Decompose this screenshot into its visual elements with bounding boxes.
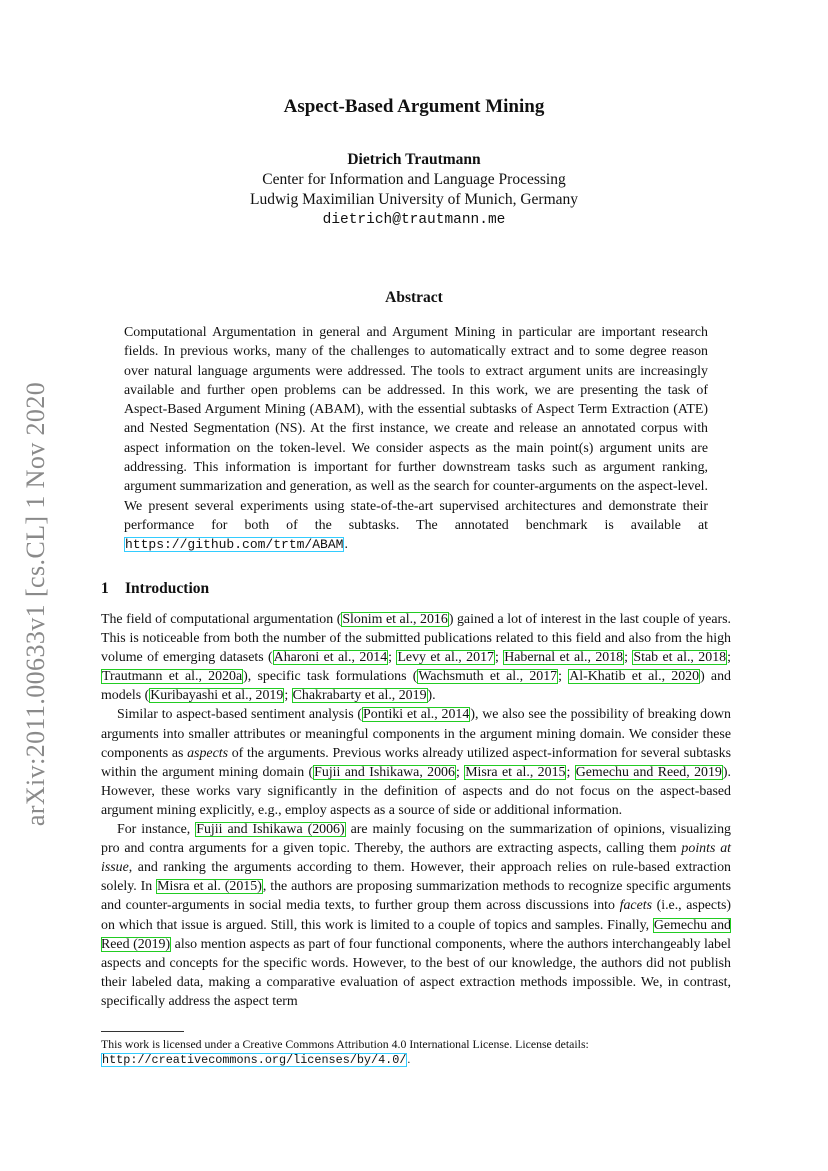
author-name: Dietrich Trautmann [347,151,481,168]
citation-link[interactable]: Kuribayashi et al., 2019 [150,688,284,704]
citation-link[interactable]: Slonim et al., 2016 [342,612,448,627]
emphasis: aspects [187,745,229,761]
author-block [0,150,828,230]
citation-link[interactable]: Fujii and Ishikawa (2006) [196,822,345,838]
citation-link[interactable]: Trautmann et al., 2020a [102,669,243,685]
paragraph-2 [101,705,731,820]
citation-link[interactable]: Misra et al., 2015 [465,764,566,780]
license-link[interactable]: http://creativecommons.org/licenses/by/4.0/ [102,1053,407,1067]
arxiv-identifier: arXiv:2011.00633v1 [cs.CL] 1 Nov 2020 [21,381,51,827]
text: , the authors are proposing summarization methods to recognize specific arguments and counter-arguments in social media texts, to further group them across discussions into [101,879,731,914]
text: ; [494,650,504,666]
footnote-text: This work is licensed under a Creative Commons Attribution 4.0 International License. License details: [101,1037,589,1051]
citation-link[interactable]: Al-Khatib et al., 2020 [569,669,700,685]
citation-link[interactable]: Chakrabarty et al., 2019 [292,688,427,704]
text: ). However, these works vary significantly in the definition of aspects and do not focus on the aspect-based argument mining explicitly, e.g., employ aspects as a source of side or additional information. [101,764,731,818]
abstract-text [124,323,708,555]
emphasis: points at issue [101,841,731,876]
abstract-heading: Abstract [385,289,443,306]
text: ; [455,764,465,780]
footnote-rule [101,1031,184,1032]
text: ) gained a lot of interest in the last couple of years. This is noticeable from both the number of the submitted publications related to this field and also from the high volume of emerging datasets ( [101,612,731,666]
section-heading [101,580,209,598]
abstract-github-link[interactable]: https://github.com/trtm/ABAM [125,537,344,553]
citation-link[interactable]: Fujii and Ishikawa, 2006 [314,764,455,780]
text: ), specific task formulations ( [243,669,418,685]
text: ; [624,650,633,666]
text: , and ranking the arguments according to them. However, their approach relies on rule-based extraction solely. In [101,860,731,895]
text: (i.e., aspects) on which that issue is argued. Still, this work is limited to a couple of topics and samples. Finally, [101,898,731,933]
citation-link[interactable]: Misra et al. (2015) [157,879,262,895]
footnote [101,1037,731,1068]
text: ; [558,669,569,685]
arxiv-sidebar [14,365,58,843]
text: ; [727,650,731,666]
citation-link[interactable]: Gemechu and Reed, 2019 [575,764,722,780]
author-email: dietrich@trautmann.me [322,212,506,228]
text: For instance, [117,822,196,838]
text: ; [566,764,575,780]
citation-link[interactable]: Pontiki et al., 2014 [363,707,470,723]
text: are mainly focusing on the summarization of opinions, visualizing pro and contra arguments for a given topic. Thereby, the authors are extracting aspects, calling them [101,822,732,857]
citation-link[interactable]: Gemechu and Reed (2019) [101,917,731,952]
text: ; [388,650,397,666]
paragraph-3 [101,820,731,1011]
section-body [101,610,731,1011]
text: also mention aspects as part of four functional components, where the authors interchangeably label aspects and concepts for the specific words. However, to the best of our knowledge, the authors did not publish their labeled data, making a comparative evaluation of aspect extraction methods impossible. We, in contrast, specifically address the aspect term [101,936,732,1009]
emphasis: facets [619,898,652,914]
affiliation-line-2: Ludwig Maximilian University of Munich, Germany [249,191,579,208]
section-number: 1 [101,580,109,597]
text: ). [427,688,436,704]
text: ) and models ( [101,669,731,704]
text: Similar to aspect-based sentiment analysis ( [117,707,363,723]
abstract-end: . [344,537,348,553]
footnote-end: . [407,1052,411,1066]
footnote-url-line [101,1052,731,1068]
text: ), we also see the possibility of breaking down arguments into smaller attributes or meaningful components in the argument mining domain. We consider these components as [101,707,731,761]
citation-link[interactable]: Wachsmuth et al., 2017 [418,669,558,685]
citation-link[interactable]: Levy et al., 2017 [397,650,494,666]
paper-title: Aspect-Based Argument Mining [283,96,545,117]
citation-link[interactable]: Aharoni et al., 2014 [273,650,388,666]
text: The field of computational argumentation ( [101,612,342,627]
text: of the arguments. Previous works already utilized aspect-information for several subtasks within the argument mining domain ( [101,745,731,780]
abstract-body: Computational Argumentation in general and Argument Mining in particular are important research fields. In previous works, many of the challenges to automatically extract and to some degree reason over natural language arguments were addressed. The tools to extract argument units are increasingly available and further open problems can be addressed. In this work, we are presenting the task of Aspect-Based Argument Mining (ABAM), with the essential subtasks of Aspect Term Extraction (ATE) and Nested Segmentation (NS). At the first instance, we create and release an annotated corpus with aspect information on the token-level. We consider aspects as the main point(s) argument units are addressing. This information is important for further downstream tasks such as argument ranking, argument summarization and generation, as well as the search for counter-arguments on the aspect-level. We present several experiments using state-of-the-art supervised architectures and demonstrate their performance for both of the subtasks. The annotated benchmark is available at [124,325,708,533]
affiliation-line-1: Center for Information and Language Processing [262,171,566,188]
citation-link[interactable]: Stab et al., 2018 [633,650,727,666]
section-title: Introduction [125,580,210,597]
citation-link[interactable]: Habernal et al., 2018 [504,650,624,666]
paragraph-1 [101,610,731,705]
text: ; [284,688,292,704]
